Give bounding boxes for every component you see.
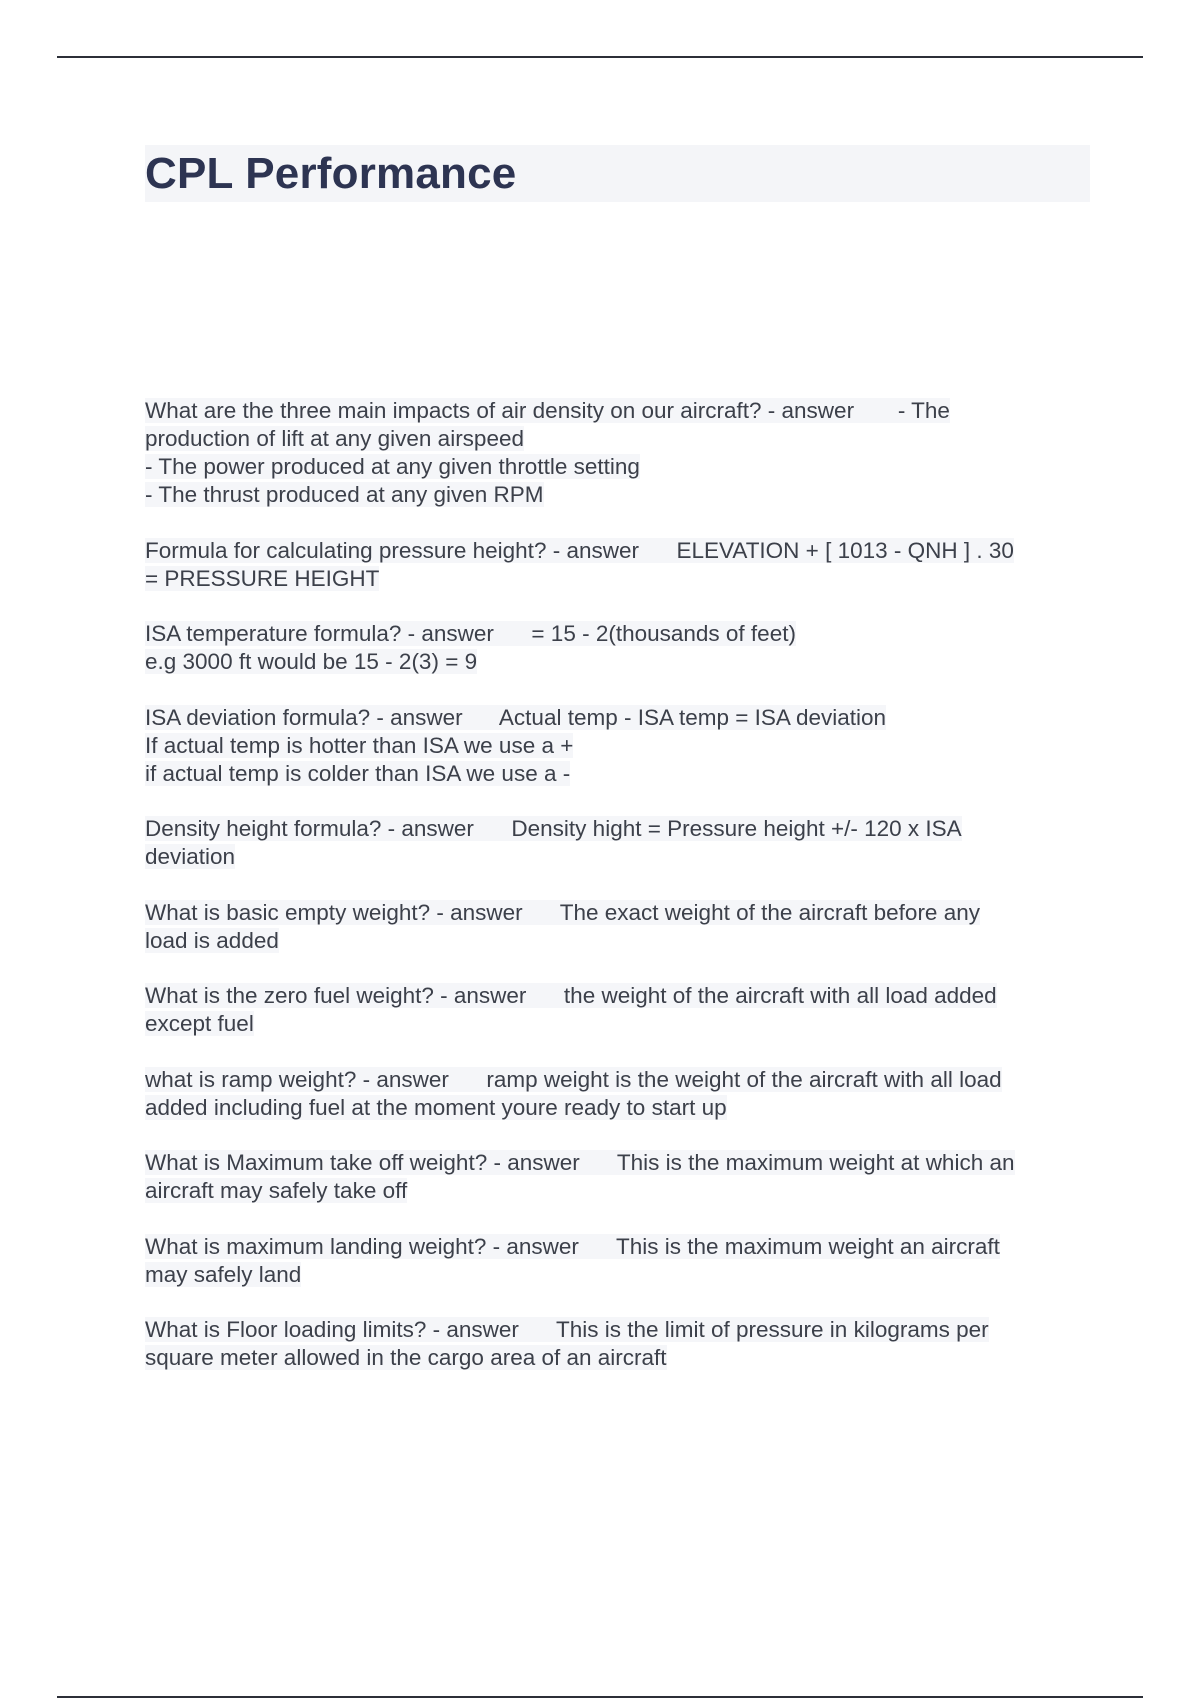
header-rule — [57, 56, 1143, 58]
qa-item — [145, 620, 1090, 676]
qa-line-text: added including fuel at the moment youre ready to start up — [145, 1094, 727, 1120]
qa-line — [145, 927, 1090, 955]
qa-line-text: What is maximum landing weight? - answer This is the maximum weight an aircraft — [145, 1233, 1000, 1259]
qa-line-text: What is basic empty weight? - answer The exact weight of the aircraft before any — [145, 899, 980, 925]
qa-item — [145, 397, 1090, 509]
qa-item — [145, 899, 1090, 955]
qa-line — [145, 1233, 1090, 1261]
qa-line — [145, 620, 1090, 648]
qa-line-text: Formula for calculating pressure height? - answer ELEVATION + [ 1013 - QNH ] . 30 — [145, 537, 1014, 563]
qa-line — [145, 1261, 1090, 1289]
qa-line — [145, 1149, 1090, 1177]
qa-line-text: load is added — [145, 927, 279, 953]
qa-line — [145, 1177, 1090, 1205]
qa-list — [145, 397, 1090, 1372]
qa-line-text: What is the zero fuel weight? - answer the weight of the aircraft with all load added — [145, 983, 997, 1008]
qa-line — [145, 732, 1090, 760]
footer-rule — [57, 1696, 1143, 1698]
qa-line-text: - The power produced at any given throttle setting — [145, 454, 640, 479]
qa-line — [145, 1316, 1090, 1344]
qa-line — [145, 397, 1090, 425]
qa-item — [145, 815, 1090, 871]
qa-line — [145, 843, 1090, 871]
qa-line — [145, 648, 1090, 676]
qa-item — [145, 537, 1090, 593]
qa-line-text: = PRESSURE HEIGHT — [145, 565, 380, 591]
qa-line-text: what is ramp weight? - answer ramp weight is the weight of the aircraft with all load — [145, 1066, 1002, 1092]
qa-item — [145, 1066, 1090, 1122]
qa-line — [145, 760, 1090, 788]
qa-line-text: ISA deviation formula? - answer Actual temp - ISA temp = ISA deviation — [145, 704, 887, 730]
qa-item — [145, 1233, 1090, 1289]
title-band — [145, 145, 1090, 202]
qa-line-text: What is Maximum take off weight? - answer This is the maximum weight at which an — [145, 1150, 1015, 1175]
qa-line-text: square meter allowed in the cargo area of an aircraft — [145, 1345, 667, 1370]
qa-line — [145, 815, 1090, 843]
qa-item — [145, 704, 1090, 788]
qa-line-text: What are the three main impacts of air density on our aircraft? - answer - The — [145, 398, 950, 423]
qa-item — [145, 1149, 1090, 1205]
qa-line-text: deviation — [145, 844, 236, 869]
qa-line-text: - The thrust produced at any given RPM — [145, 482, 544, 507]
page-title: CPL Performance — [145, 148, 517, 198]
document-page — [145, 145, 1090, 1400]
qa-line — [145, 1094, 1090, 1122]
qa-line — [145, 1010, 1090, 1038]
qa-line-text: if actual temp is colder than ISA we use a - — [145, 760, 571, 786]
qa-line-text: may safely land — [145, 1261, 302, 1287]
qa-line — [145, 537, 1090, 565]
qa-line — [145, 704, 1090, 732]
qa-line-text: e.g 3000 ft would be 15 - 2(3) = 9 — [145, 649, 478, 674]
qa-line — [145, 453, 1090, 481]
qa-line — [145, 899, 1090, 927]
qa-line-text: Density height formula? - answer Density hight = Pressure height +/- 120 x ISA — [145, 816, 962, 841]
qa-line-text: What is Floor loading limits? - answer This is the limit of pressure in kilograms per — [145, 1317, 989, 1342]
qa-line-text: ISA temperature formula? - answer = 15 - 2(thousands of feet) — [145, 621, 796, 646]
qa-line — [145, 565, 1090, 593]
qa-line-text: aircraft may safely take off — [145, 1178, 408, 1203]
qa-line — [145, 481, 1090, 509]
qa-line — [145, 1344, 1090, 1372]
qa-line-text: production of lift at any given airspeed — [145, 426, 524, 451]
qa-line-text: except fuel — [145, 1011, 254, 1036]
qa-line — [145, 982, 1090, 1010]
qa-line — [145, 425, 1090, 453]
qa-item — [145, 1316, 1090, 1372]
qa-item — [145, 982, 1090, 1038]
qa-line — [145, 1066, 1090, 1094]
qa-line-text: If actual temp is hotter than ISA we use a + — [145, 732, 574, 758]
